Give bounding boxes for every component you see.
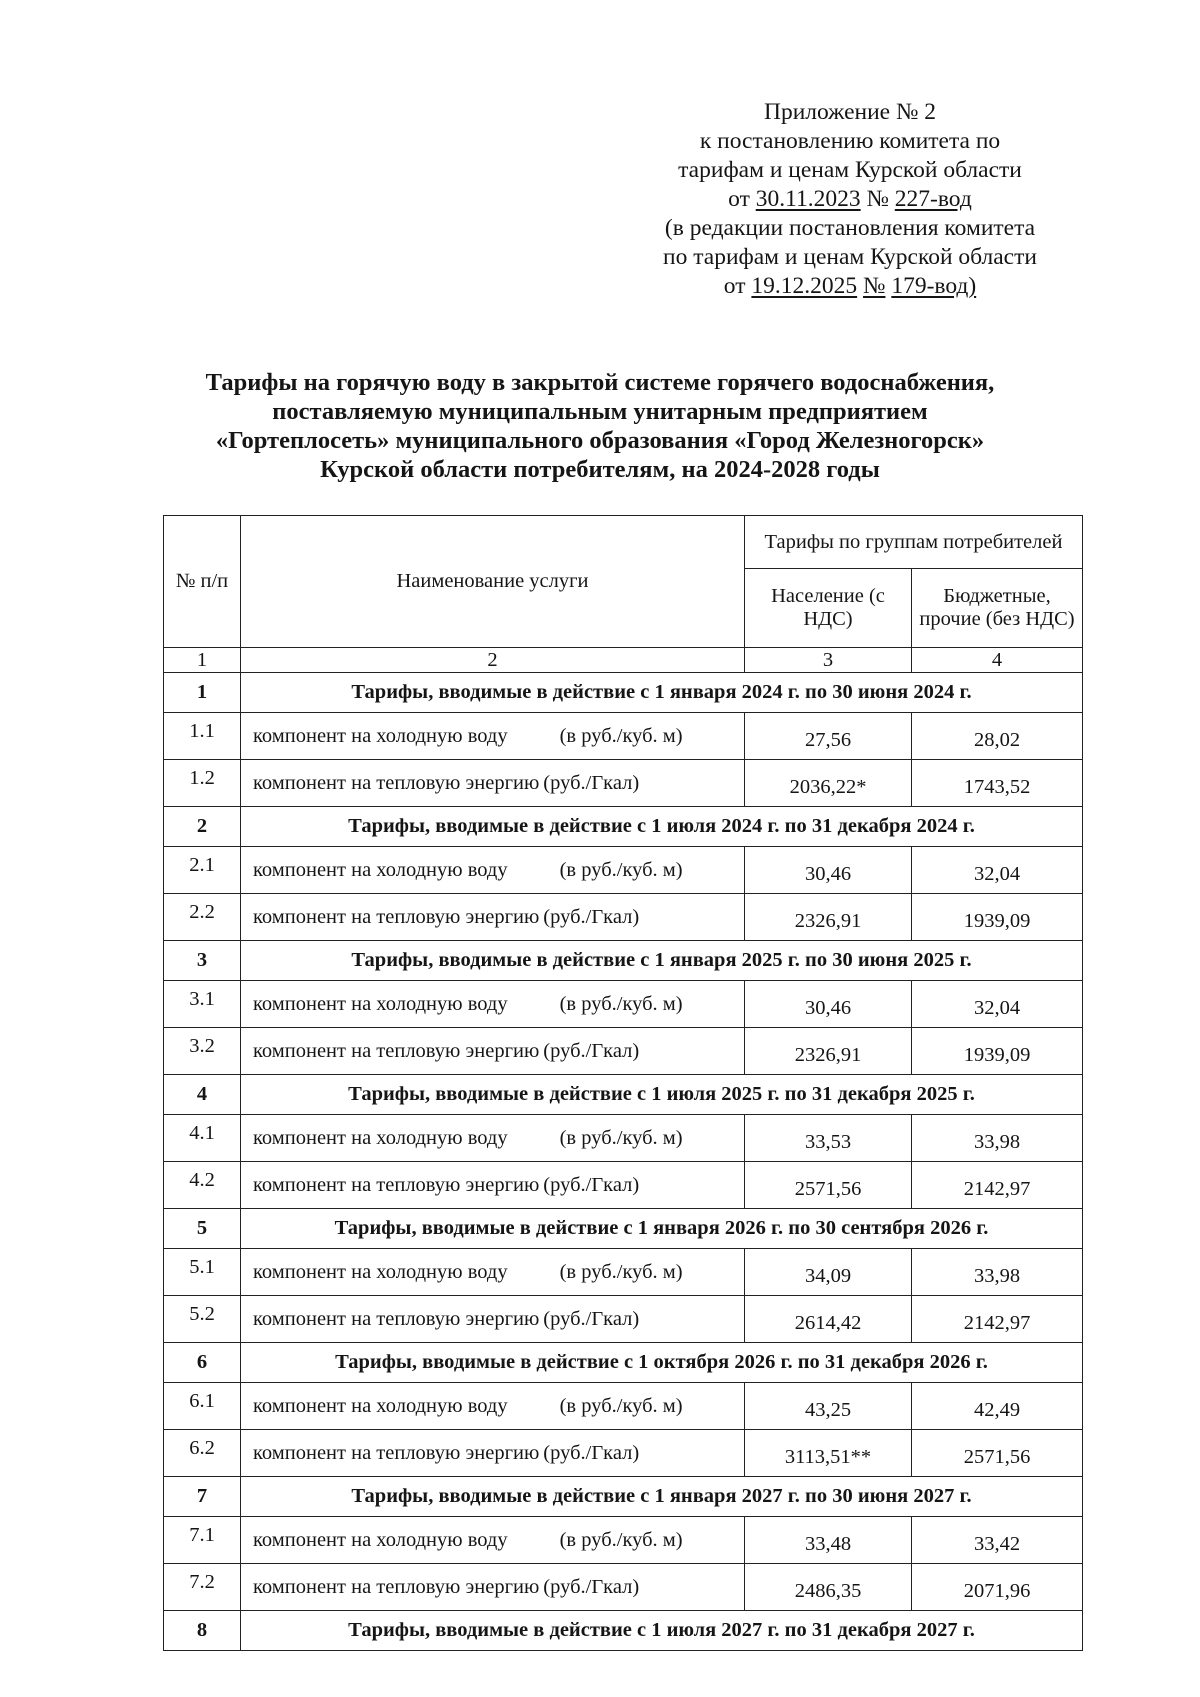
document-title [130, 368, 1070, 484]
tariff-other: 1743,52 [963, 775, 1031, 798]
service-unit: (в руб./куб. м) [559, 1528, 683, 1551]
service-name-cell [241, 1115, 745, 1162]
title-line: «Гортеплосеть» муниципального образования «Город Железногорск» [215, 427, 985, 454]
table-row [164, 1249, 1083, 1296]
column-index: 2 [241, 648, 745, 673]
header-edit-number: 179-вод) [891, 273, 977, 299]
tariff-population: 2571,56 [794, 1177, 862, 1200]
table-row [164, 1430, 1083, 1477]
header-num: № п/п [164, 516, 241, 648]
header-edit-date-prefix: от [723, 273, 746, 299]
section-row [164, 941, 1083, 981]
service-name-cell [241, 1564, 745, 1611]
service-name-cell [241, 981, 745, 1028]
service-name: компонент на тепловую энергию [253, 771, 540, 794]
service-unit: (руб./Гкал) [543, 771, 640, 794]
tariff-population: 33,48 [804, 1532, 852, 1555]
tariff-population-cell [745, 847, 912, 894]
tariff-population-cell [745, 1517, 912, 1564]
service-unit: (в руб./куб. м) [559, 1126, 683, 1149]
service-name-cell [241, 1162, 745, 1209]
tariff-other-cell [912, 1517, 1083, 1564]
section-row [164, 1075, 1083, 1115]
table-row [164, 1162, 1083, 1209]
service-name: компонент на холодную воду [253, 724, 508, 747]
row-number: 2.2 [164, 894, 241, 941]
table-row [164, 1517, 1083, 1564]
row-number: 4.1 [164, 1115, 241, 1162]
header-number-sign: № [866, 186, 889, 212]
tariff-other: 28,02 [973, 728, 1021, 751]
service-name: компонент на холодную воду [253, 1528, 508, 1551]
row-number: 7.2 [164, 1564, 241, 1611]
section-number: 6 [164, 1343, 241, 1383]
header-line: к постановлению комитета по [699, 128, 1001, 154]
service-unit: (руб./Гкал) [543, 905, 640, 928]
tariff-population-cell [745, 1383, 912, 1430]
header-edit-date: 19.12.2025 [751, 273, 858, 299]
tariff-other-cell [912, 1115, 1083, 1162]
section-number: 3 [164, 941, 241, 981]
row-number: 3.2 [164, 1028, 241, 1075]
row-number: 1.2 [164, 760, 241, 807]
service-name: компонент на холодную воду [253, 1260, 508, 1283]
header-budget-other: Бюджетные, прочие (без НДС) [912, 569, 1083, 648]
tariff-other-cell [912, 1430, 1083, 1477]
header-edit-decree-line [600, 272, 1100, 301]
section-title: Тарифы, вводимые в действие с 1 июля 2024 г. по 31 декабря 2024 г. [241, 807, 1083, 847]
header-date-prefix: от [728, 186, 750, 212]
section-row [164, 1209, 1083, 1249]
service-name: компонент на холодную воду [253, 858, 508, 881]
service-name-cell [241, 713, 745, 760]
header-edit-line: (в редакции постановления комитета [664, 215, 1036, 241]
table-row [164, 1028, 1083, 1075]
tariff-other-cell [912, 1296, 1083, 1343]
section-row [164, 1611, 1083, 1651]
header-decree-line [600, 185, 1100, 214]
service-unit: (в руб./куб. м) [559, 992, 683, 1015]
service-name: компонент на тепловую энергию [253, 1441, 540, 1464]
table-row [164, 847, 1083, 894]
section-number: 7 [164, 1477, 241, 1517]
tariff-other-cell [912, 1028, 1083, 1075]
column-index-row [164, 648, 1083, 673]
tariff-population-cell [745, 894, 912, 941]
tariff-population: 2326,91 [794, 909, 862, 932]
tariff-other: 33,98 [973, 1264, 1021, 1287]
header-date: 30.11.2023 [755, 186, 861, 212]
row-number: 3.1 [164, 981, 241, 1028]
section-row [164, 807, 1083, 847]
tariff-population: 2036,22* [789, 775, 867, 798]
service-unit: (руб./Гкал) [543, 1307, 640, 1330]
header-edit-number-sign: № [863, 273, 886, 299]
tariff-other: 2571,56 [963, 1445, 1031, 1468]
tariff-population-cell [745, 1249, 912, 1296]
section-title: Тарифы, вводимые в действие с 1 января 2026 г. по 30 сентября 2026 г. [241, 1209, 1083, 1249]
tariff-population-cell [745, 713, 912, 760]
tariff-population: 33,53 [804, 1130, 852, 1153]
tariff-population-cell [745, 1296, 912, 1343]
header-number: 227-вод [894, 186, 972, 212]
section-number: 2 [164, 807, 241, 847]
header-row [164, 516, 1083, 569]
tariff-other-cell [912, 1564, 1083, 1611]
tariff-other-cell [912, 894, 1083, 941]
section-title: Тарифы, вводимые в действие с 1 июля 2025 г. по 31 декабря 2025 г. [241, 1075, 1083, 1115]
row-number: 7.1 [164, 1517, 241, 1564]
title-line: поставляемую муниципальным унитарным предприятием [272, 398, 928, 425]
section-title: Тарифы, вводимые в действие с 1 июля 2027 г. по 31 декабря 2027 г. [241, 1611, 1083, 1651]
service-unit: (в руб./куб. м) [559, 858, 683, 881]
table-row [164, 1296, 1083, 1343]
row-number: 6.1 [164, 1383, 241, 1430]
tariff-other: 33,42 [973, 1532, 1021, 1555]
service-name-cell [241, 1383, 745, 1430]
tariff-population: 30,46 [804, 862, 852, 885]
tariff-population-cell [745, 1430, 912, 1477]
appendix-header [600, 98, 1100, 301]
section-row [164, 1477, 1083, 1517]
section-title: Тарифы, вводимые в действие с 1 января 2024 г. по 30 июня 2024 г. [241, 673, 1083, 713]
tariff-other: 32,04 [973, 996, 1021, 1019]
section-number: 4 [164, 1075, 241, 1115]
section-number: 5 [164, 1209, 241, 1249]
header-name: Наименование услуги [241, 516, 745, 648]
service-name-cell [241, 760, 745, 807]
header-edit-line: по тарифам и ценам Курской области [663, 244, 1037, 270]
tariff-population-cell [745, 1028, 912, 1075]
service-name-cell [241, 1296, 745, 1343]
header-population: Население (с НДС) [745, 569, 912, 648]
service-unit: (в руб./куб. м) [559, 724, 683, 747]
row-number: 4.2 [164, 1162, 241, 1209]
row-number: 2.1 [164, 847, 241, 894]
table-row [164, 894, 1083, 941]
service-unit: (руб./Гкал) [543, 1575, 640, 1598]
tariff-other-cell [912, 713, 1083, 760]
tariff-other-cell [912, 1383, 1083, 1430]
tariff-population: 2614,42 [794, 1311, 862, 1334]
row-number: 5.1 [164, 1249, 241, 1296]
service-name: компонент на холодную воду [253, 992, 508, 1015]
header-line: тарифам и ценам Курской области [678, 157, 1022, 183]
tariff-population: 43,25 [804, 1398, 852, 1421]
row-number: 1.1 [164, 713, 241, 760]
service-unit: (в руб./куб. м) [559, 1260, 683, 1283]
table-row [164, 981, 1083, 1028]
section-title: Тарифы, вводимые в действие с 1 января 2027 г. по 30 июня 2027 г. [241, 1477, 1083, 1517]
tariff-other: 32,04 [973, 862, 1021, 885]
service-name: компонент на тепловую энергию [253, 1575, 540, 1598]
tariff-other: 2142,97 [963, 1311, 1031, 1334]
tariff-other-cell [912, 981, 1083, 1028]
tariff-population-cell [745, 1162, 912, 1209]
service-name-cell [241, 894, 745, 941]
title-line: Тарифы на горячую воду в закрытой системе горячего водоснабжения, [205, 369, 995, 396]
header-line: Приложение № 2 [763, 99, 937, 125]
row-number: 5.2 [164, 1296, 241, 1343]
tariff-population: 30,46 [804, 996, 852, 1019]
service-unit: (в руб./куб. м) [559, 1394, 683, 1417]
row-number: 6.2 [164, 1430, 241, 1477]
service-name-cell [241, 1430, 745, 1477]
tariff-population: 2486,35 [794, 1579, 862, 1602]
table-row [164, 713, 1083, 760]
tariff-other: 2071,96 [963, 1579, 1031, 1602]
service-name: компонент на тепловую энергию [253, 1307, 540, 1330]
column-index: 3 [745, 648, 912, 673]
tariff-other: 2142,97 [963, 1177, 1031, 1200]
section-title: Тарифы, вводимые в действие с 1 января 2025 г. по 30 июня 2025 г. [241, 941, 1083, 981]
title-line: Курской области потребителям, на 2024-2028 годы [320, 456, 880, 483]
tariff-population: 2326,91 [794, 1043, 862, 1066]
service-name: компонент на тепловую энергию [253, 1039, 540, 1062]
tariff-population: 34,09 [804, 1264, 852, 1287]
column-index: 1 [164, 648, 241, 673]
service-unit: (руб./Гкал) [543, 1441, 640, 1464]
section-title: Тарифы, вводимые в действие с 1 октября 2026 г. по 31 декабря 2026 г. [241, 1343, 1083, 1383]
tariff-population-cell [745, 1564, 912, 1611]
tariff-other: 33,98 [973, 1130, 1021, 1153]
tariff-population-cell [745, 981, 912, 1028]
table-row [164, 1383, 1083, 1430]
service-name: компонент на тепловую энергию [253, 905, 540, 928]
section-number: 8 [164, 1611, 241, 1651]
service-name: компонент на холодную воду [253, 1394, 508, 1417]
service-name: компонент на тепловую энергию [253, 1173, 540, 1196]
header-group: Тарифы по группам потребителей [745, 516, 1083, 569]
service-name-cell [241, 1028, 745, 1075]
service-unit: (руб./Гкал) [543, 1173, 640, 1196]
tariff-population: 3113,51** [784, 1445, 872, 1468]
service-name-cell [241, 847, 745, 894]
tariff-population-cell [745, 760, 912, 807]
table-row [164, 1115, 1083, 1162]
tariff-population-cell [745, 1115, 912, 1162]
tariff-other-cell [912, 847, 1083, 894]
tariff-other: 1939,09 [963, 1043, 1031, 1066]
section-row [164, 1343, 1083, 1383]
tariff-other: 42,49 [973, 1398, 1021, 1421]
table-row [164, 1564, 1083, 1611]
service-name: компонент на холодную воду [253, 1126, 508, 1149]
tariff-population: 27,56 [804, 728, 852, 751]
table-row [164, 760, 1083, 807]
column-index: 4 [912, 648, 1083, 673]
section-row [164, 673, 1083, 713]
service-name-cell [241, 1517, 745, 1564]
tariff-table [163, 515, 1083, 1651]
tariff-other-cell [912, 1162, 1083, 1209]
service-name-cell [241, 1249, 745, 1296]
service-unit: (руб./Гкал) [543, 1039, 640, 1062]
section-number: 1 [164, 673, 241, 713]
tariff-other-cell [912, 1249, 1083, 1296]
tariff-other: 1939,09 [963, 909, 1031, 932]
tariff-other-cell [912, 760, 1083, 807]
